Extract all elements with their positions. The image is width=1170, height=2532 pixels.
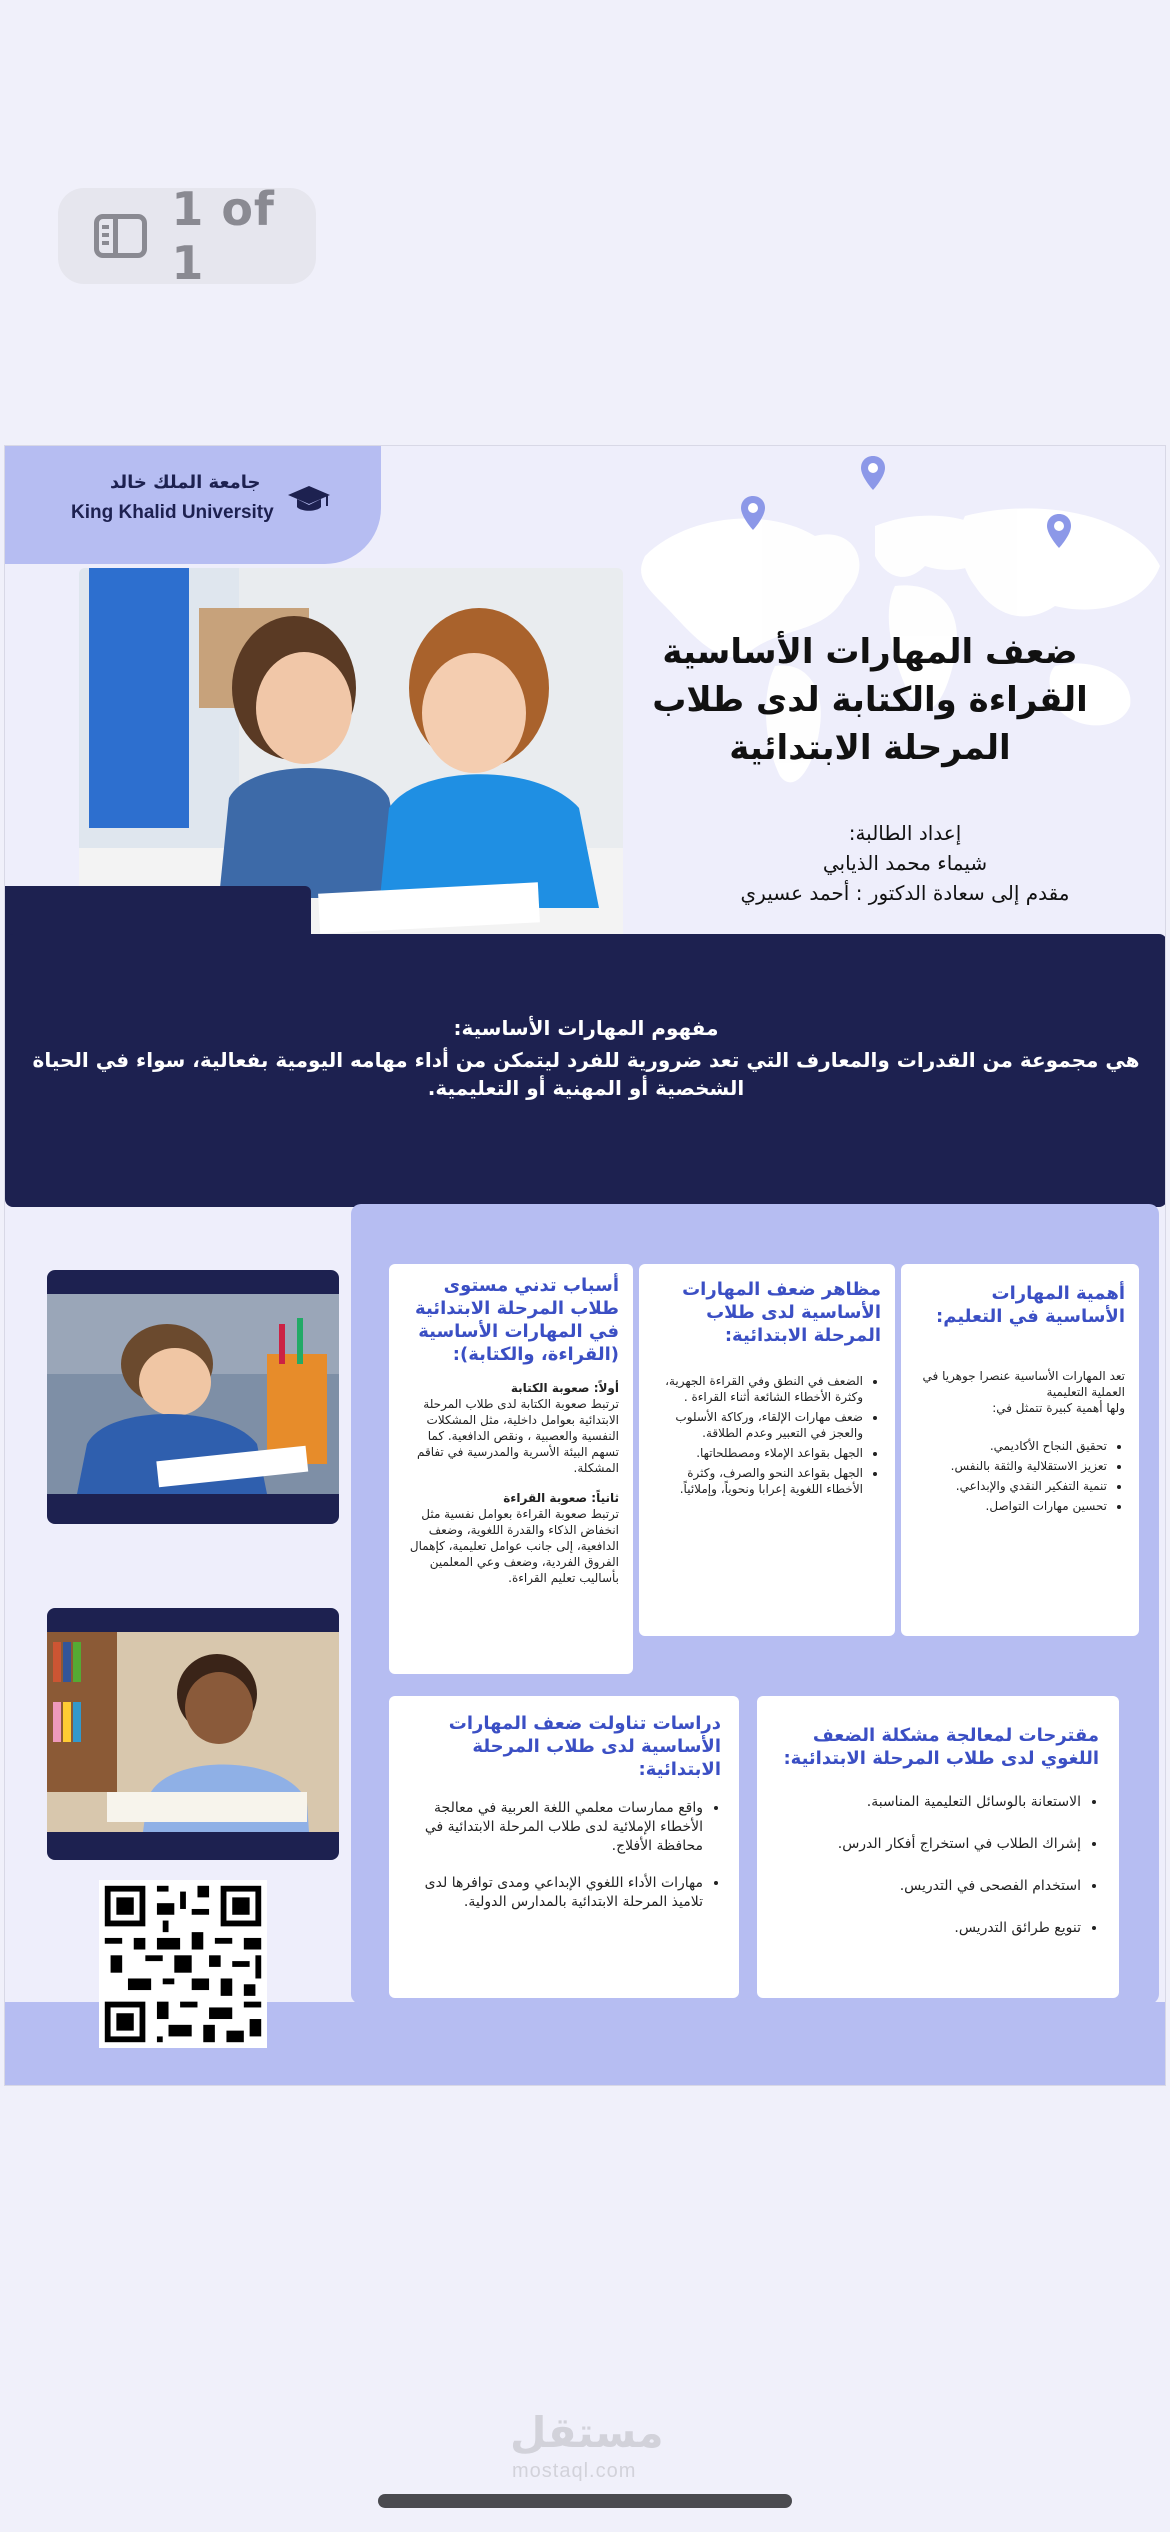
list-item: • استخدام الفصحى في التدريس. <box>771 1878 1081 1894</box>
title-line-2: القراءة والكتابة لدى طلاب <box>652 680 1088 720</box>
causes-card <box>389 1264 633 1674</box>
location-pin-icon <box>740 496 766 530</box>
prepared-by-label: إعداد الطالبة: <box>848 821 962 845</box>
poster-title <box>635 628 1105 772</box>
studies-card <box>389 1696 739 1998</box>
suggestions-card <box>757 1696 1119 1998</box>
list-item: • تعزيز الاستقلالية والثقة بالنفس. <box>911 1458 1107 1474</box>
title-line-3: المرحلة الابتدائية <box>729 728 1011 768</box>
list-item: • الجهل بقواعد النحو والصرف، وكثرة الأخطاء اللغوية إعرابا ونحوياً، وإملائياً. <box>649 1465 863 1497</box>
concept-body: هي مجموعة من القدرات والمعارف التي تعد ضرورية للفرد ليتمكن من أداء مهامه اليومية بفعالية، سواء في الحياة الشخصية أو المهنية أو التعليمية. <box>32 1048 1140 1100</box>
location-pin-icon <box>860 456 886 490</box>
university-header <box>5 446 381 564</box>
student-name: شيماء محمد الذيابي <box>822 851 988 875</box>
list-item: • تنويع طرائق التدريس. <box>771 1920 1081 1936</box>
importance-intro: تعد المهارات الأساسية عنصرا جوهريا في العملية التعليمية <box>922 1369 1125 1399</box>
importance-intro-2: ولها أهمية كبيرة تتمثل في: <box>992 1401 1125 1415</box>
list-item: • تحقيق النجاح الأكاديمي. <box>911 1438 1107 1454</box>
causes-first-body: ترتبط صعوبة الكتابة لدى طلاب المرحلة الابتدائية بعوامل داخلية، مثل المشكلات النفسية والعصبية ، ونقص الدافعية. كما تسهم البيئة الأسرية والمدرسية في تفاقم المشكلة. <box>416 1397 619 1475</box>
university-name-ar: جامعة الملك خالد <box>110 472 261 493</box>
graduation-cap-icon <box>287 484 331 514</box>
studies-title: دراسات تناولت ضعف المهارات الأساسية لدى طلاب المرحلة الابتدائية: <box>448 1713 721 1780</box>
manifestations-title: مظاهر ضعف المهارات الأساسية لدى طلاب المرحلة الابتدائية: <box>682 1279 881 1346</box>
suggestions-list <box>771 1794 1099 1936</box>
prepared-by-block <box>695 818 1115 908</box>
location-pin-icon <box>1046 514 1072 548</box>
page-count-label: 1 of 1 <box>171 182 275 290</box>
suggestions-title: مقترحات لمعالجة مشكلة الضعف اللغوي لدى طلاب المرحلة الابتدائية: <box>783 1725 1099 1769</box>
boy-reading-photo <box>47 1632 339 1832</box>
page-indicator[interactable] <box>58 182 316 290</box>
list-item: • واقع ممارسات معلمي اللغة العربية في معالجة الأخطاء الإملائية لدى طلاب المرحلة الابتدائية في محافظة الأفلاج. <box>403 1799 703 1856</box>
studies-list <box>403 1799 721 1912</box>
qr-code[interactable] <box>99 1880 267 2048</box>
list-item: • الاستعانة بالوسائل التعليمية المناسبة. <box>771 1794 1081 1810</box>
list-item: • الجهل بقواعد الإملاء ومصطلحاتها. <box>649 1445 863 1461</box>
importance-card <box>901 1264 1139 1636</box>
title-line-1: ضعف المهارات الأساسية <box>662 632 1078 672</box>
causes-second-title: ثانياً: صعوبة القراءة <box>503 1491 619 1505</box>
sidebar-panel-icon <box>94 214 147 258</box>
causes-first-title: أولاً: صعوبة الكتابة <box>510 1381 619 1395</box>
university-name-en: King Khalid University <box>71 502 274 523</box>
list-item: • الضعف في النطق وفي القراءة الجهرية، وكثرة الأخطاء الشائعة أثناء القراءة . <box>649 1373 863 1405</box>
manifestations-card <box>639 1264 895 1636</box>
boy-reading-photo-frame <box>47 1608 339 1860</box>
list-item: • إشراك الطلاب في استخراج أفكار الدرس. <box>771 1836 1081 1852</box>
causes-second-body: ترتبط صعوبة القراءة بعوامل نفسية مثل انخفاض الذكاء والقدرة اللغوية، وضعف الدافعية، إلى جانب عوامل تعليمية، كإهمال الفروق الفردية، وضعف وعي المعلمين بأساليب تعليم القراءة. <box>409 1507 619 1585</box>
watermark-logo-en: mostaql.com <box>512 2460 637 2482</box>
list-item: • تنمية التفكير النقدي والإبداعي. <box>911 1478 1107 1494</box>
causes-title: أسباب تدني مستوى طلاب المرحلة الابتدائية في المهارات الأساسية (القراءة، والكتابة): <box>415 1275 619 1365</box>
watermark-logo-ar: مستقل <box>510 2408 664 2457</box>
home-indicator[interactable] <box>378 2494 792 2508</box>
boy-writing-photo <box>47 1294 339 1494</box>
importance-list <box>911 1438 1125 1514</box>
list-item: • مهارات الأداء اللغوي الإبداعي ومدى توافرها لدى تلاميذ المرحلة الابتدائية بالمدارس الدولية. <box>403 1874 703 1912</box>
supervisor-name: مقدم إلى سعادة الدكتور : أحمد عسيري <box>740 881 1070 905</box>
manifestations-list <box>649 1373 881 1497</box>
list-item: • تحسين مهارات التواصل. <box>911 1498 1107 1514</box>
poster-page <box>4 445 1166 2086</box>
list-item: • ضعف مهارات الإلقاء، وركاكة الأسلوب والعجز في التعبير وعدم الطلاقة. <box>649 1409 863 1441</box>
concept-title: مفهوم المهارات الأساسية: <box>453 1016 719 1040</box>
boy-writing-photo-frame <box>47 1270 339 1524</box>
importance-title: أهمية المهارات الأساسية في التعليم: <box>936 1283 1125 1327</box>
